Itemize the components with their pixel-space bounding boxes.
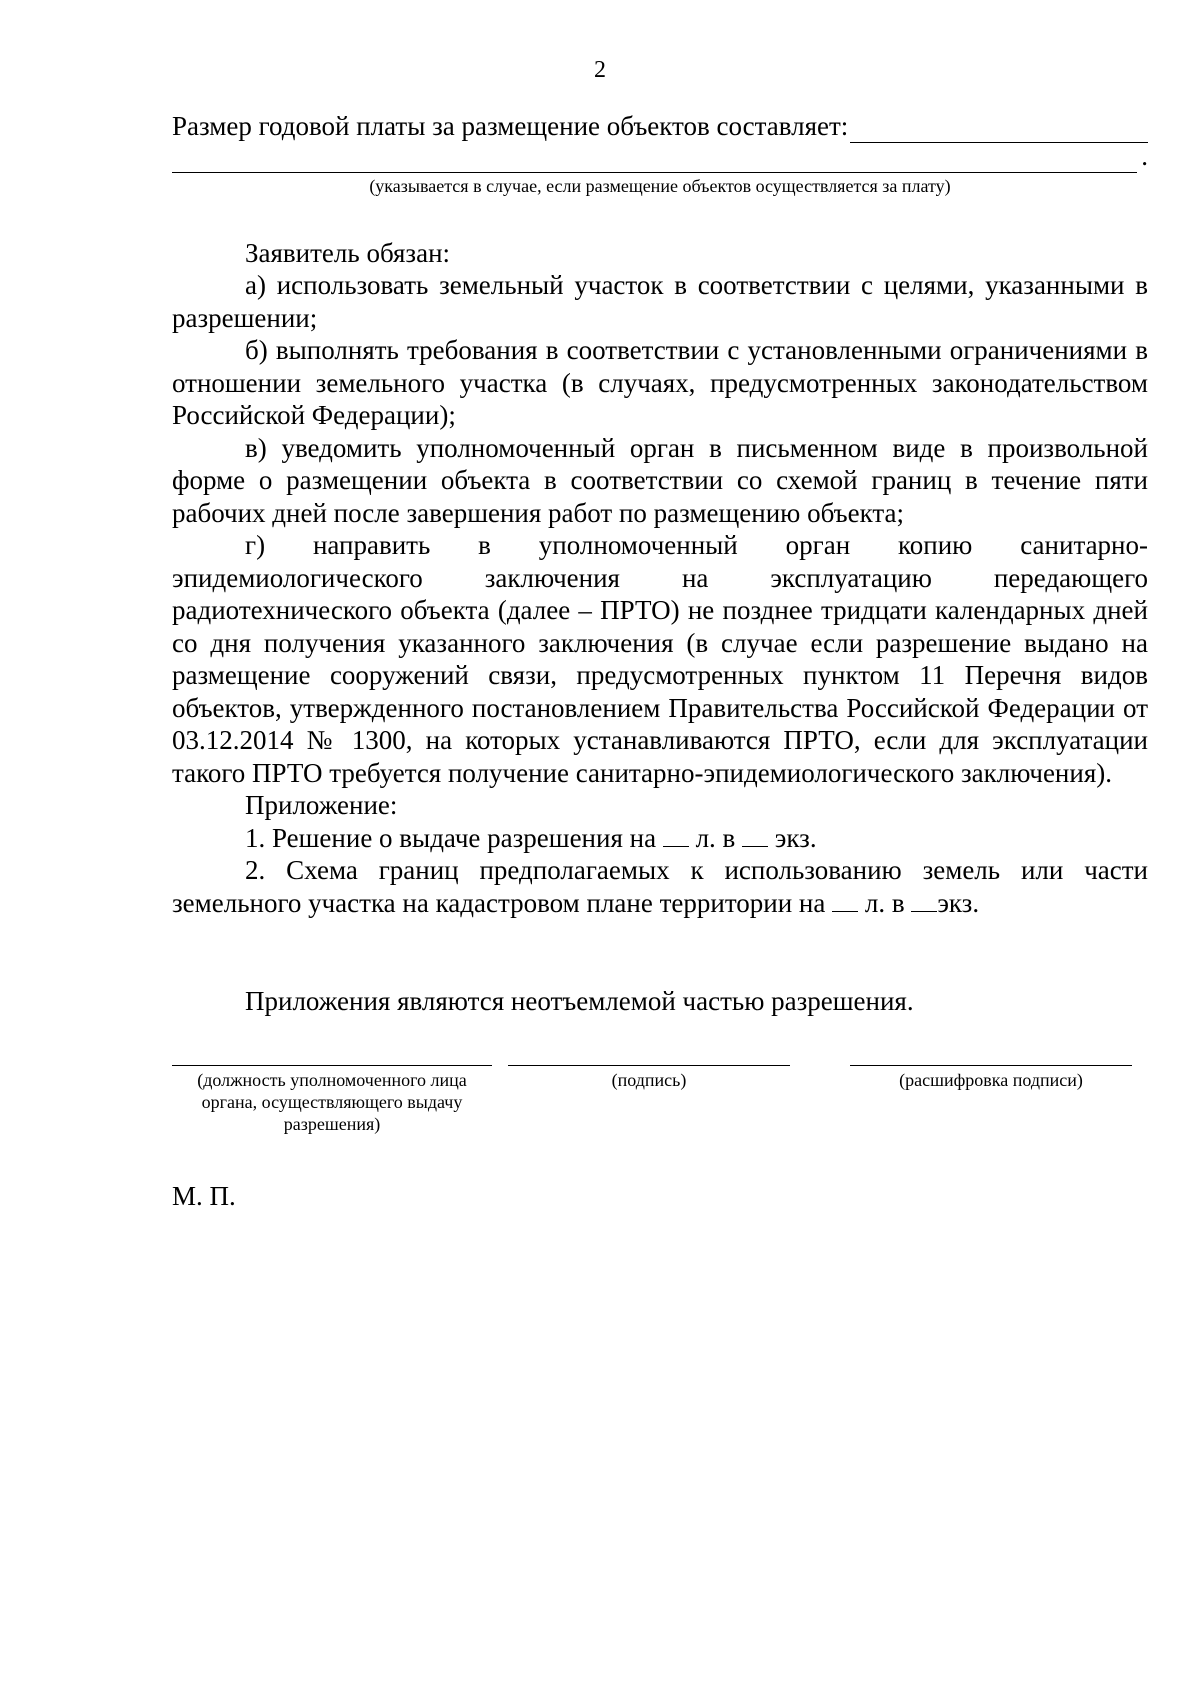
obligation-item-b: б) выполнять требования в соответствии с установленными ограничениями в отношении земельного участка (в случаях, предусмотренных законодательством Российской Федерации); <box>172 335 1148 430</box>
annual-fee-note: (указывается в случае, если размещение объектов осуществляется за плату) <box>369 175 951 196</box>
appendix-item-2-suffix: экз. <box>937 887 980 918</box>
signature-caption: (подпись) <box>508 1065 790 1091</box>
appendix-item-1 <box>172 822 1148 855</box>
appendix-item-2-prefix: 2. Схема границ предполагаемых к использованию земель или части земельного участка на кадастровом плане территории на <box>172 855 1148 918</box>
annual-fee-blank-1 <box>850 118 1148 143</box>
annual-fee-label: Размер годовой платы за размещение объектов составляет: <box>172 111 849 141</box>
appendix-item-1-copies-blank <box>742 824 768 847</box>
obligation-item-g: г) направить в уполномоченный орган копию санитарно-эпидемиологического заключения на эксплуатацию передающего радиотехнического объекта (далее – ПРТО) не позднее тридцати календарных дней со дня получения указанного заключения (в случае если разрешение выдано на размещение сооружений связи, предусмотренных пунктом 11 Перечня видов объектов, утвержденного постановлением Правительства Российской Федерации от 03.12.2014 № 1300, на которых устанавливаются ПРТО, если для эксплуатации такого ПРТО требуется получение санитарно-эпидемиологического заключения). <box>172 530 1148 788</box>
appendix-item-2-middle: л. в <box>858 887 912 918</box>
official-position-caption: (должность уполномоченного лица органа, осуществляющего выдачу разрешения) <box>172 1065 492 1135</box>
annual-fee-line <box>172 110 1148 143</box>
annual-fee-end-mark: . <box>1141 141 1148 171</box>
appendix-item-1-suffix: экз. <box>768 822 817 853</box>
appendix-item-1-prefix: 1. Решение о выдаче разрешения на <box>245 822 663 853</box>
annual-fee-line-2 <box>172 143 1148 173</box>
signature-block <box>172 1065 1148 1175</box>
signature-decoding-caption: (расшифровка подписи) <box>850 1065 1132 1091</box>
document-body <box>172 110 1148 1018</box>
appendix-item-2-copies-blank <box>911 889 937 912</box>
appendix-integral-note: Приложения являются неотъемлемой частью разрешения. <box>245 986 914 1016</box>
appendix-item-2-sheets-blank <box>832 889 858 912</box>
obligation-item-a: а) использовать земельный участок в соответствии с целями, указанными в разрешении; <box>172 270 1148 333</box>
appendix-item-1-middle: л. в <box>688 822 743 853</box>
appendix-heading: Приложение: <box>245 790 398 820</box>
annual-fee-blank-2 <box>172 148 1137 173</box>
obligation-item-v: в) уведомить уполномоченный орган в письменном виде в произвольной форме о размещении объекта в соответствии со схемой границ в течение пяти рабочих дней после завершения работ по размещению объекта; <box>172 432 1148 528</box>
page-number: 2 <box>594 57 606 83</box>
appendix-item-2 <box>172 854 1148 919</box>
appendix-item-1-sheets-blank <box>663 824 689 847</box>
stamp-place-label: М. П. <box>172 1181 236 1211</box>
obligations-heading: Заявитель обязан: <box>245 237 451 268</box>
